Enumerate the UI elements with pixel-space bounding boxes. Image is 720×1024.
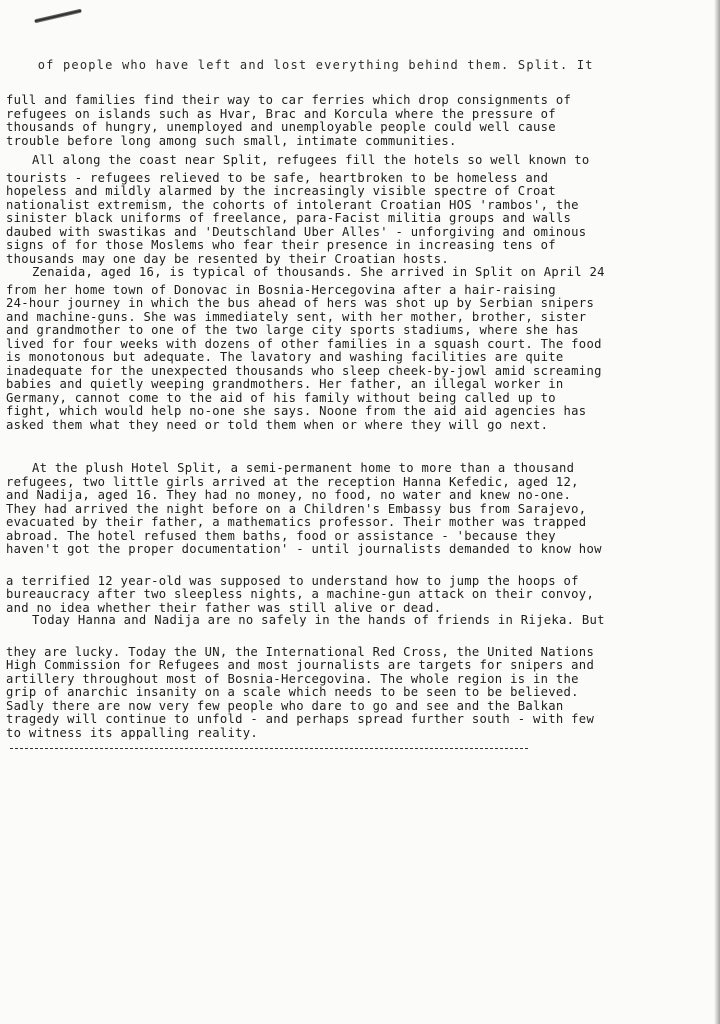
paragraph-3 (6, 266, 696, 432)
text-line: full and families find their way to car ferries which drop consignments of (6, 93, 572, 107)
text-line: tourists - refugees relieved to be safe, heartbroken to be homeless and (6, 170, 549, 185)
text-line: and no idea whether their father was still alive or dead. (6, 600, 442, 615)
text-line: tragedy will continue to unfold - and perhaps spread further south - with few (6, 712, 595, 726)
end-dashed-rule (10, 748, 528, 749)
page-edge-shadow (714, 0, 720, 1024)
text-line: sinister black uniforms of freelance, para-Facist militia groups and walls (6, 211, 572, 225)
text-line: evacuated by their father, a mathematics professor. Their mother was trapped (6, 515, 587, 529)
text-line: Sadly there are now very few people who dare to go and see and the Balkan (6, 698, 564, 713)
paragraph-1 (6, 94, 696, 148)
paragraph-4 (6, 462, 696, 615)
text-line: and grandmother to one of the two large city sports stadiums, where she has (6, 323, 579, 337)
text-line: abroad. The hotel refused them baths, food or assistance - 'because they (6, 528, 556, 543)
text-line: refugees, two little girls arrived at the reception Hanna Kefedic, aged 12, (6, 474, 579, 489)
paragraph-2 (6, 154, 696, 266)
text-line: to witness its appalling reality. (6, 725, 259, 740)
text-line: hopeless and mildly alarmed by the increasingly visible spectre of Croat (6, 184, 556, 198)
text-line: At the plush Hotel Split, a semi-permanent home to more than a thousand (32, 461, 575, 475)
text-line: a terrified 12 year-old was supposed to understand how to jump the hoops of (6, 573, 579, 588)
text-line: is monotonous but adequate. The lavatory and washing facilities are quite (6, 350, 564, 364)
staple-mark (34, 9, 82, 24)
cut-off-text: of people who have left and lost everything behind them. Split. It (37, 58, 594, 72)
text-line: haven't got the proper documentation' - until journalists demanded to know how (6, 542, 602, 556)
text-line: All along the coast near Split, refugees fill the hotels so well known to (32, 153, 590, 167)
text-line: 24-hour journey in which the bus ahead of hers was shot up by Serbian snipers (6, 296, 595, 310)
cut-off-top-line (4, 30, 704, 72)
text-line: Today Hanna and Nadija are no safely in the hands of friends in Rijeka. But (32, 613, 605, 627)
text-line: They had arrived the night before on a Children's Embassy bus from Sarajevo, (6, 501, 587, 516)
text-line: High Commission for Refugees and most journalists are targets for snipers and (6, 658, 595, 672)
text-line: daubed with swastikas and 'Deutschland Uber Alles' - unforgiving and ominous (6, 224, 587, 239)
text-line: they are lucky. Today the UN, the International Red Cross, the United Nations (6, 644, 595, 659)
text-line: Zenaida, aged 16, is typical of thousands. She arrived in Split on April 24 (32, 265, 605, 279)
text-line: refugees on islands such as Hvar, Brac and Korcula where the pressure of (6, 106, 556, 121)
text-line: fight, which would help no-one she says. Noone from the aid aid agencies has (6, 404, 587, 418)
text-line: thousands of hungry, unemployed and unemployable people could well cause (6, 120, 556, 134)
text-line: signs of for those Moslems who fear their presence in increasing tens of (6, 238, 556, 252)
text-line: Germany, cannot come to the aid of his family without being called up to (6, 390, 556, 405)
text-line: lived for four weeks with dozens of other families in a squash court. The food (6, 336, 602, 351)
text-line: asked them what they need or told them when or where they will go next. (6, 417, 549, 432)
text-line: inadequate for the unexpected thousands who sleep cheek-by-jowl amid screaming (6, 363, 602, 378)
text-line: from her home town of Donovac in Bosnia-Hercegovina after a hair-raising (6, 282, 556, 297)
text-line: bureaucracy after two sleepless nights, a machine-gun attack on their convoy, (6, 587, 595, 601)
text-line: and Nadija, aged 16. They had no money, no food, no water and knew no-one. (6, 488, 572, 502)
text-line: artillery throughout most of Bosnia-Hercegovina. The whole region is in the (6, 671, 579, 686)
text-line: trouble before long among such small, intimate communities. (6, 133, 457, 148)
text-line: grip of anarchic insanity on a scale which needs to be seen to be believed. (6, 685, 579, 699)
text-line: and machine-guns. She was immediately sent, with her mother, brother, sister (6, 309, 587, 324)
text-line: nationalist extremism, the cohorts of intolerant Croatian HOS 'rambos', the (6, 197, 579, 212)
paragraph-5 (6, 614, 696, 740)
text-line: thousands may one day be resented by their Croatian hosts. (6, 251, 449, 266)
text-line: babies and quietly weeping grandmothers. Her father, an illegal worker in (6, 377, 564, 391)
